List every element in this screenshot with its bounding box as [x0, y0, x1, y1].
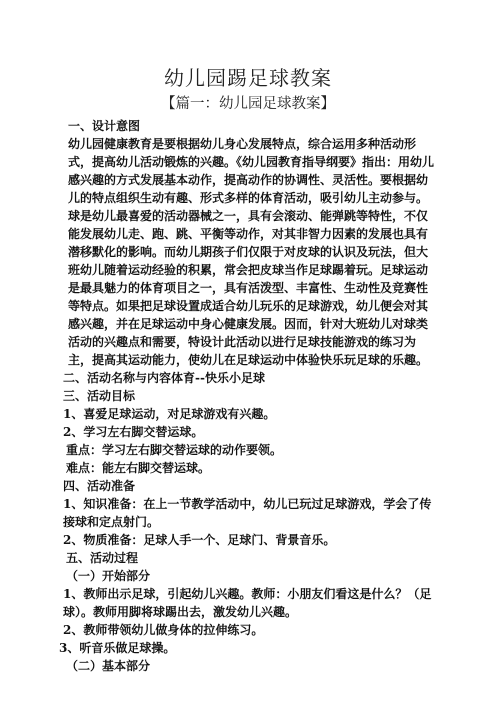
list-item: 2、学习左右脚交替运球。: [63, 425, 204, 439]
section-heading: 一、设计意图: [68, 119, 141, 133]
paragraph: 幼儿园健康教育是要根据幼儿身心发展特点，综合运用多种活动形式，提高幼儿活动锻炼的兴趣。《幼儿园教育指导纲要》指出：用幼儿感兴趣的方式发展基本动作，提高动作的协调性、灵活性。要根据幼儿的特点组织生动有趣、形式多样的体育活动，吸引幼儿主动参与。球是幼儿最喜爱的活动器械之一，具有会滚动、能弹跳等特性，不仅能发展幼儿走、跑、跳、平衡等动作，对其非智力因素的发展也具有潜移默化的影响。而幼儿期孩子们仅限于对皮球的认识及玩法，但大班幼儿随着运动经验的积累，常会把皮球当作足球踢着玩。足球运动是最具魅力的体育项目之一，具有活泼型、丰富性、生动性及竞赛性等特点。如果把足球设置成适合幼儿玩乐的足球游戏，幼儿便会对其感兴趣，并在足球运动中身心健康发展。因而，针对大班幼儿对球类活动的兴趣点和需要，特设计此活动以进行足球技能游戏的练习为主，提高其运动能力，使幼儿在足球运动中体验快乐玩足球的乐趣。: [68, 137, 435, 367]
subsection-heading: （一）开始部分: [66, 569, 151, 583]
document-body: [59, 117, 438, 675]
list-item: 难点：能左右脚交替运球。: [66, 461, 211, 475]
section-heading: 四、活动准备: [63, 479, 136, 493]
list-item: 1、喜爱足球运动，对足球游戏有兴趣。: [63, 407, 276, 421]
section-heading: 二、活动名称与内容体育--快乐小足球: [63, 371, 265, 385]
list-item: 2、教师带领幼儿做身体的拉伸练习。: [63, 623, 264, 637]
subsection-heading: （二）基本部分: [66, 659, 151, 673]
section-heading: 三、活动目标: [63, 389, 136, 403]
list-item: 1、知识准备：在上一节教学活动中，幼儿已玩过足球游戏，学会了传接球和定点射门。: [63, 497, 432, 529]
list-item: 1、教师出示足球，引起幼儿兴趣。教师：小朋友们看这是什么？（足球）。教师用脚将球踢出去，激发幼儿兴趣。: [63, 587, 432, 619]
list-item: 3、听音乐做足球操。: [59, 641, 176, 655]
document-title: 幼儿园踢足球教案: [164, 66, 332, 90]
list-item: 重点：学习左右脚交替运球的动作要领。: [66, 443, 283, 457]
list-item: 2、物质准备：足球人手一个、足球门、背景音乐。: [63, 533, 336, 547]
document-subtitle: 【篇一：幼儿园足球教案】: [161, 96, 335, 112]
section-heading: 五、活动过程: [66, 551, 139, 565]
